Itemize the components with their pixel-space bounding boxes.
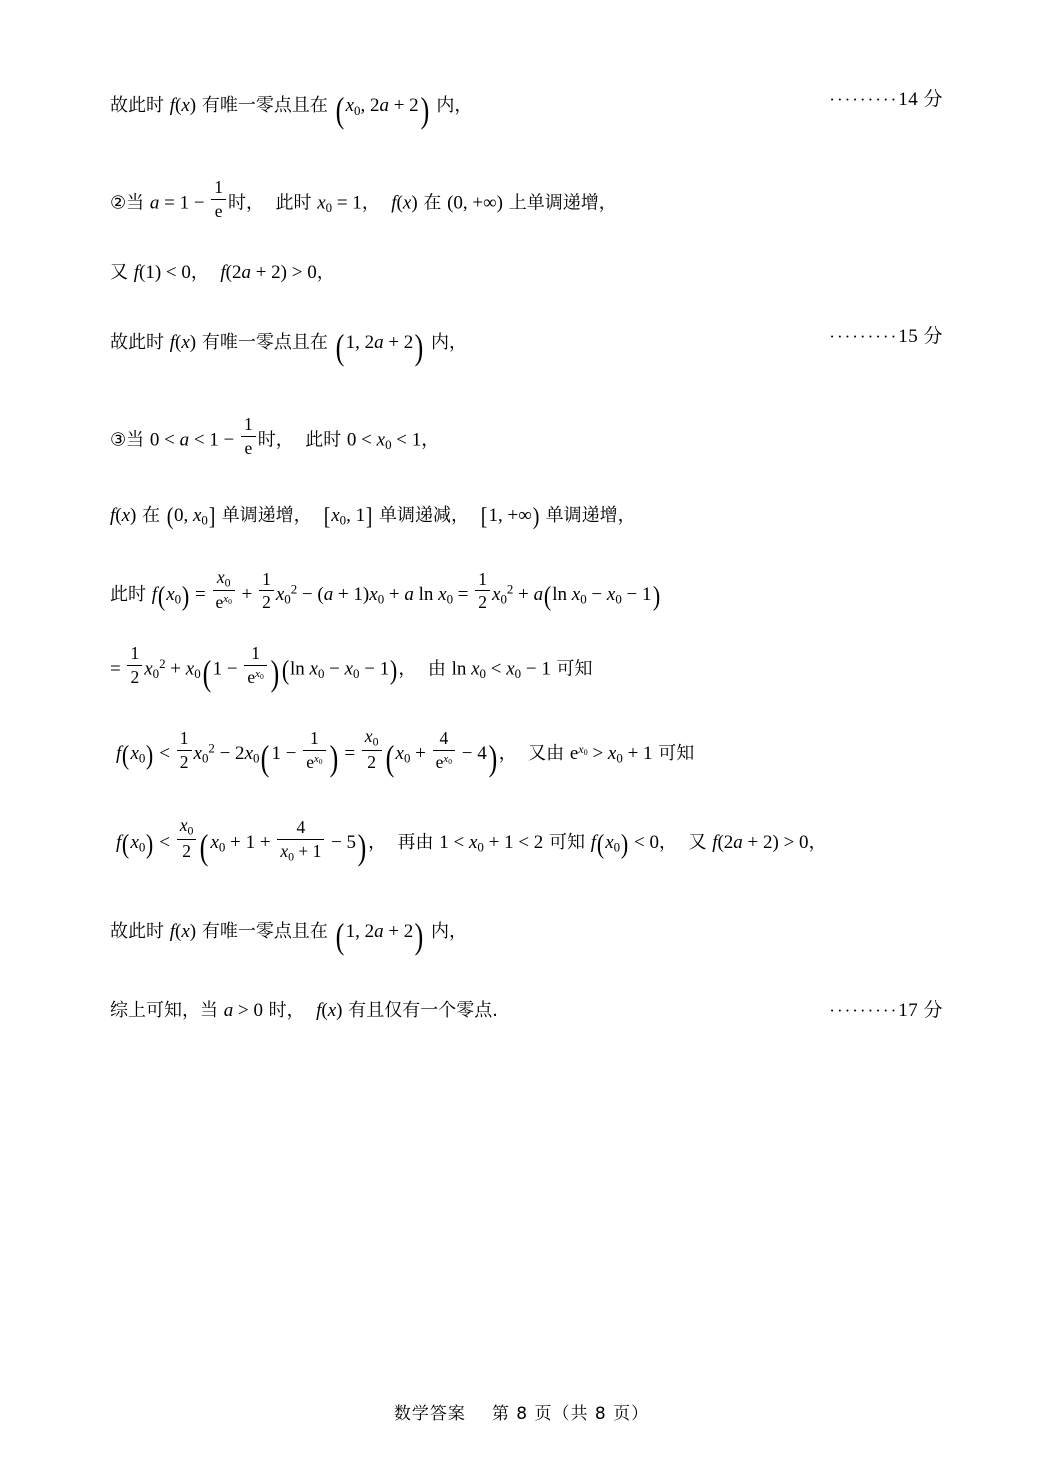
line-7-text: 此时: [110, 583, 152, 605]
solution-line-1: 故此时 f(x) 有唯一零点且在 ($x_0$, 2a + 2) 内， ·········14 分: [110, 89, 943, 130]
solution-line-11: 故此时 f(x) 有唯一零点且在 (1, 2a + 2) 内，: [110, 916, 468, 957]
score-mark-17: ·········17 分: [829, 1000, 943, 1022]
solution-line-9: $f(x_0)$ < $\frac{1}{2}$ $x_0^2 - 2x_0(1$ − $\frac{1}{e^{x0}}$ ) = $\frac{x_0}{2}$ ($x_0$ + $\frac{4}{e^{x0}}$ − 4)， 又由 $e^{x0} > x_0 + 1$ 可知: [116, 726, 695, 779]
line-6-text: f: [110, 505, 116, 527]
line-10-text: f: [116, 832, 122, 854]
footer-title: 数学答案: [393, 1404, 466, 1424]
line-11-text: 故此时: [110, 921, 170, 943]
solution-line-5: ③当 0 < a < 1 − $\frac{1}{e}$ 时， 此时 $0 < x_0 < 1$，: [110, 414, 440, 458]
solution-line-4: 故此时 f(x) 有唯一零点且在 (1, 2a + 2) 内， ·········15 分: [110, 326, 943, 368]
solution-line-3: 又 f(1) < 0， f(2a + 2) > 0，: [110, 262, 335, 284]
page-footer: [0, 1399, 1043, 1424]
line-4-text: 故此时: [110, 332, 170, 354]
solution-line-8: = $\frac{1}{2}$ $x_0^2 + x_0(1$ − $\frac{1}{e^{x0}}$ )(ln $x_0 - x_0 - 1$)， 由 $\ln x_0 < x_0 - 1$ 可知: [110, 643, 593, 694]
line-5-text: ③当: [110, 429, 150, 451]
line-9-text: f: [116, 743, 122, 765]
solution-line-10: $f(x_0)$ < $\frac{x_0}{2}$ ($x_0 + 1$ + $\frac{4}{x_0 + 1}$ − 5)， 再由 $1 < x_0 + 1 < 2$ 可知 $f(x_0) < 0$， 又 f(2a + 2) > 0，: [116, 815, 827, 868]
solution-line-7: 此时 $f(x_0)$ = $\frac{x_0}{e^{x0}}$ + $\frac{1}{2}$ $x_0^2 - (a + 1)x_0 + a$ $\ln x_0$ = $\frac{1}{2}$ $x_0^2 + a(\ln$ $x_0 - x_0 - 1$): [110, 566, 660, 613]
line-8-text: =: [110, 658, 126, 680]
line-3-text: 又: [110, 262, 134, 284]
score-mark-14: ·········14 分: [829, 89, 943, 110]
footer-page-number: 第 8 页（共 8 页）: [491, 1404, 650, 1424]
line-1-text: 故此时: [110, 95, 170, 117]
solution-line-6: f(x) 在 (0, $x_0$] 单调递增， [$x_0$, 1] 单调递减， [1, +∞) 单调递增，: [110, 503, 636, 531]
solution-line-12: 综上可知，当 a > 0 时， f(x) 有且仅有一个零点. ·········17 分: [110, 1000, 943, 1022]
line-2-text: ②当: [110, 192, 150, 214]
score-mark-15: ·········15 分: [829, 326, 943, 348]
line-12-text: 综上可知，当: [110, 1000, 224, 1022]
solution-line-2: ②当 a = 1 − $\frac{1}{e}$ 时， 此时 $x_0 = 1$， f(x) 在 (0, +∞) 上单调递增，: [110, 177, 617, 221]
